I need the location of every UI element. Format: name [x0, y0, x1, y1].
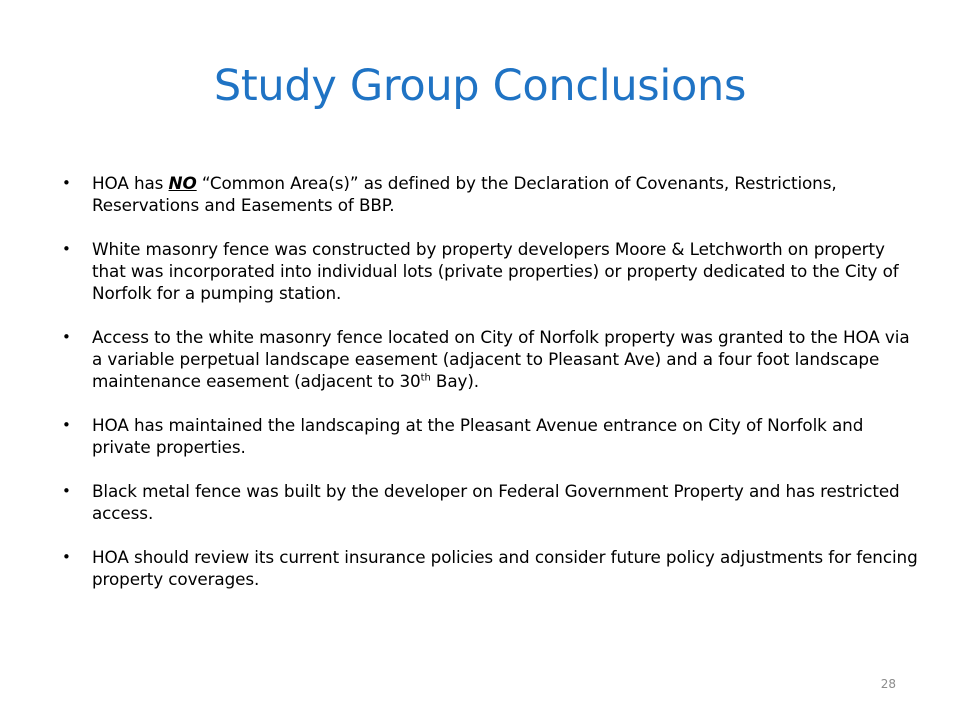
- bullet-emphasis: NO: [168, 173, 197, 193]
- bullet-item-black-fence: [62, 480, 922, 524]
- bullet-item-landscaping: [62, 414, 922, 458]
- bullet-dot-icon: •: [62, 482, 71, 500]
- bullet-text: Black metal fence was built by the developer on Federal Government Property and has restricted access.: [92, 481, 900, 523]
- bullet-item-access-easement: [62, 326, 922, 392]
- bullet-text-pre: HOA has: [92, 173, 169, 193]
- bullet-text-post: Bay).: [430, 371, 480, 391]
- bullet-dot-icon: •: [62, 328, 71, 346]
- bullet-dot-icon: •: [62, 416, 71, 434]
- bullet-superscript: th: [420, 372, 431, 384]
- bullet-text: White masonry fence was constructed by property developers Moore & Letchworth on property that was incorporated into individual lots (private properties) or property dedicated to the City of Norfolk for a pumping station.: [92, 239, 899, 303]
- bullet-item-white-fence: [62, 238, 922, 304]
- bullet-list: [62, 172, 922, 612]
- slide-title: Study Group Conclusions: [213, 61, 747, 111]
- bullet-item-insurance: [62, 546, 922, 590]
- bullet-dot-icon: •: [62, 240, 71, 258]
- bullet-dot-icon: •: [62, 174, 71, 192]
- bullet-text: HOA should review its current insurance policies and consider future policy adjustments for fencing property coverages.: [92, 547, 918, 589]
- bullet-text-pre: Access to the white masonry fence located on City of Norfolk property was granted to the HOA via a variable perpetual landscape easement (adjacent to Pleasant Ave) and a four foot landscape maintenance easement (adjacent to 30: [92, 327, 910, 391]
- bullet-text: HOA has maintained the landscaping at the Pleasant Avenue entrance on City of Norfolk and private properties.: [92, 415, 864, 457]
- bullet-item-common-areas: [62, 172, 922, 216]
- bullet-text-post: “Common Area(s)” as defined by the Declaration of Covenants, Restrictions, Reservations and Easements of BBP.: [92, 173, 837, 215]
- page-number: 28: [880, 677, 896, 691]
- bullet-dot-icon: •: [62, 548, 71, 566]
